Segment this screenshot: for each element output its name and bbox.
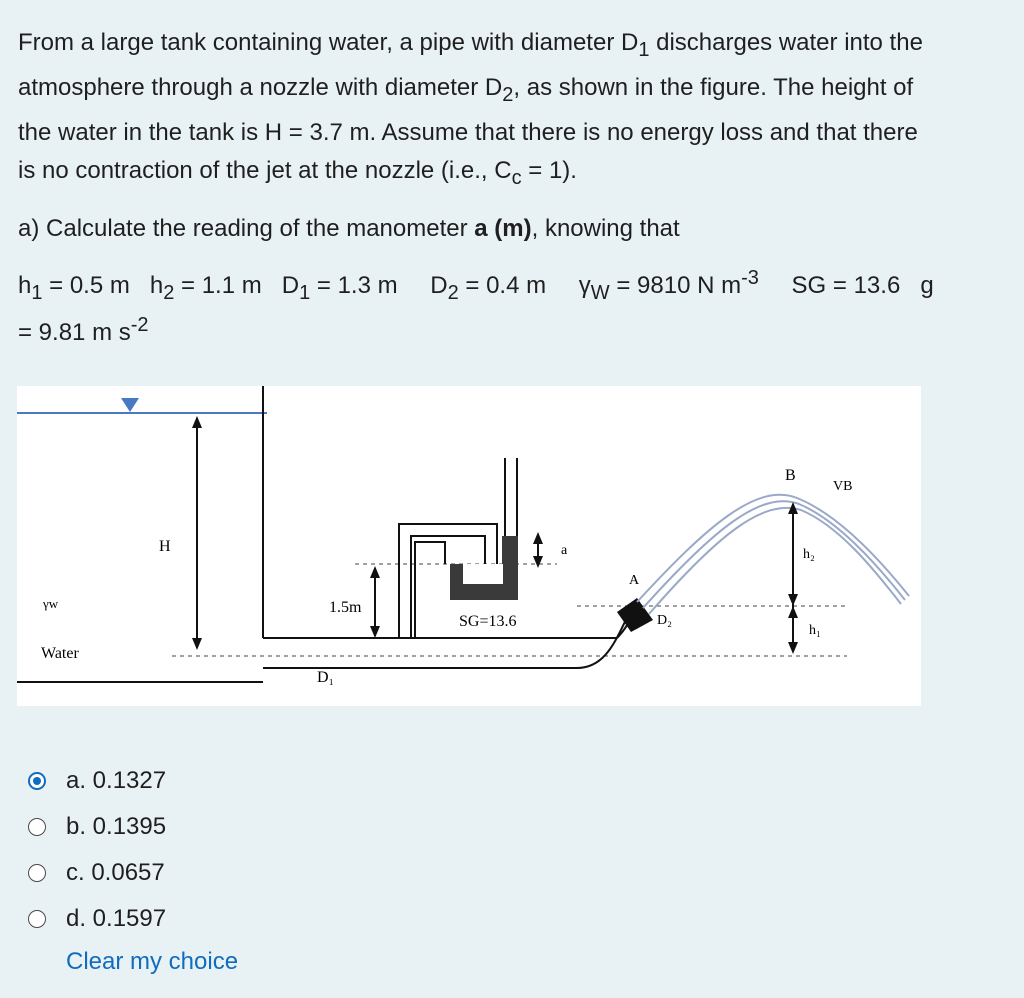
label-water: Water <box>41 645 79 662</box>
option-d-radio[interactable] <box>28 910 46 928</box>
label-point-a: A <box>629 573 640 588</box>
label-h2: h₂ <box>803 547 815 562</box>
given-d1: $D_1 = 1.3$ m <box>281 272 398 305</box>
question-line-1: From a large tank containing water, a pipe with diameter $D_1$ discharges water into the <box>18 29 923 61</box>
question-line-3: the water in the tank is H = 3.7 m. Assume that there is no energy loss and that there <box>18 118 918 146</box>
given-d2: $D_2 = 0.4$ m <box>430 272 547 305</box>
dim-arrow-up-icon <box>370 566 380 578</box>
option-b-radio[interactable] <box>28 818 46 836</box>
label-d1: D₁ <box>317 669 335 686</box>
given-g-value: = 9.81 m $s^{-2}$ <box>18 314 149 347</box>
option-c[interactable] <box>28 850 166 896</box>
option-a-label[interactable]: a. 0.1327 <box>66 767 167 794</box>
option-d[interactable] <box>28 896 166 942</box>
label-gamma-w: γw <box>43 596 59 611</box>
given-g: g <box>920 272 934 300</box>
label-h1: h₁ <box>809 623 821 638</box>
jet-line-1 <box>637 495 909 602</box>
label-a: a <box>561 543 568 558</box>
option-a[interactable] <box>28 758 166 804</box>
mercury-gap <box>463 564 503 584</box>
option-a-radio[interactable] <box>28 772 46 790</box>
label-d2: D₂ <box>657 613 672 628</box>
problem-figure <box>17 386 921 706</box>
label-1-5m: 1.5m <box>329 599 362 616</box>
option-c-radio[interactable] <box>28 864 46 882</box>
question-line-2: atmosphere through a nozzle with diameter $D_2$, as shown in the figure. The height of <box>18 73 914 106</box>
given-values <box>18 262 1008 349</box>
h1-arrow-up-icon <box>788 606 798 618</box>
label-sg: SG=13.6 <box>459 613 517 630</box>
option-b[interactable] <box>28 804 166 850</box>
a-arrow-down-icon <box>533 556 543 568</box>
h-arrow-up-icon <box>192 416 202 428</box>
answer-options <box>28 758 166 942</box>
option-c-label[interactable]: c. 0.0657 <box>66 859 165 886</box>
given-h1: $h_1 = 0.5$ m <box>18 272 130 305</box>
question-line-4: is no contraction of the jet at the nozzle (i.e., $C_c = 1$). <box>18 156 577 189</box>
clear-choice-link[interactable]: Clear my choice <box>66 948 239 975</box>
option-b-label[interactable]: b. 0.1395 <box>66 813 167 840</box>
water-level-marker-icon <box>121 398 139 412</box>
dim-arrow-down-icon <box>370 626 380 638</box>
pipe-bend-bottom <box>577 618 627 668</box>
tank-pipe-diagram <box>17 386 921 706</box>
part-a-prompt: a) Calculate the reading of the manometer a (m), knowing that <box>18 215 680 243</box>
h2-arrow-down-icon <box>788 594 798 606</box>
a-arrow-up-icon <box>533 532 543 544</box>
given-sg: SG = 13.6 <box>791 272 901 300</box>
given-gamma-w: $\gamma_W = 9810$ N $m^{-3}$ <box>578 267 759 305</box>
given-h2: $h_2 = 1.1$ m <box>149 272 262 305</box>
label-vb: VB <box>833 479 853 494</box>
manometer-loop <box>415 542 445 638</box>
mercury-right <box>502 536 518 600</box>
question-text <box>18 24 1008 349</box>
option-d-label[interactable]: d. 0.1597 <box>66 905 167 932</box>
h1-arrow-down-icon <box>788 642 798 654</box>
h-arrow-down-icon <box>192 638 202 650</box>
label-h: H <box>159 538 171 555</box>
label-point-b: B <box>785 467 796 484</box>
